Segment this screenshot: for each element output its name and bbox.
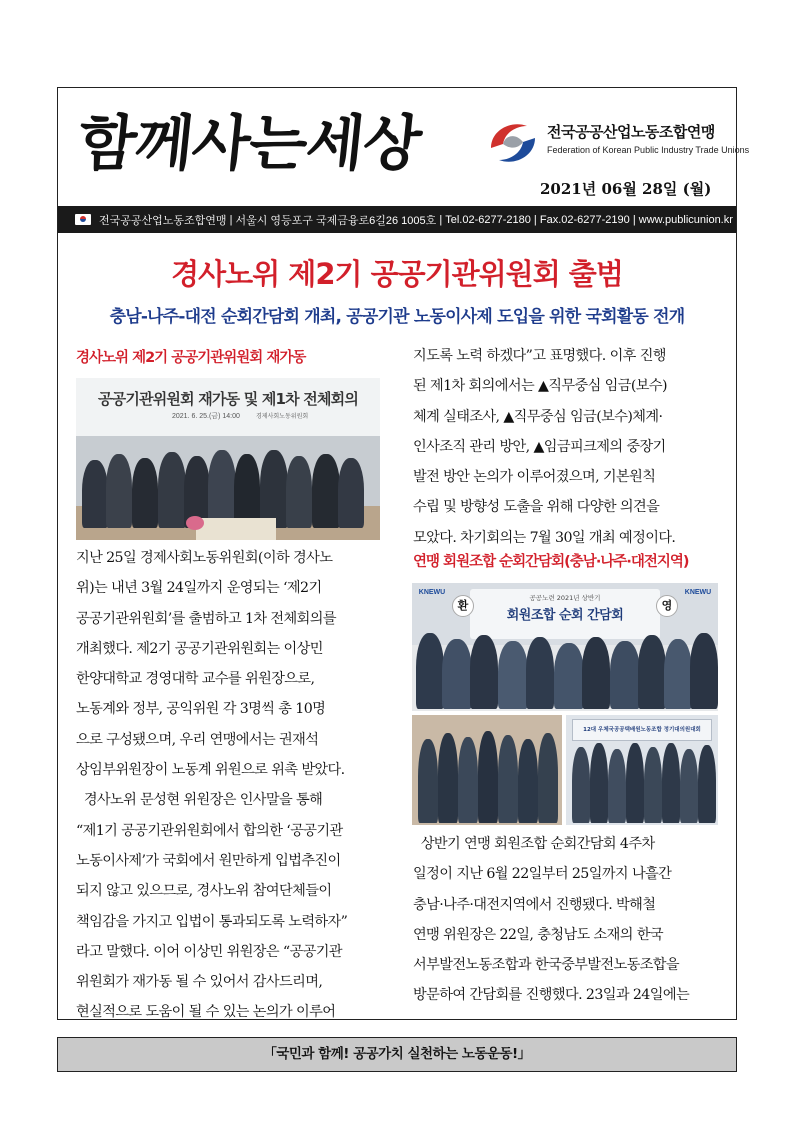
photo2-banner: 12대 우체국공공택배원노동조합 정기대의원대회 xyxy=(583,727,701,733)
section-title-committee: 경사노위 제2기 공공기관위원회 재가동 xyxy=(76,350,306,366)
article-committee-body: 지난 25일 경제사회노동위원회(이하 경사노 위)는 내년 3월 24일까지 운영되는 ‘제2기 공공기관위원회’를 출범하고 1차 전체회의를 개최했다. 제2기 공공기관위원회는 이상민 한양대학교 경영대학 교수를 위원장으로, 노동계와 정부, 공익위원 각 3명씩 총 10명 으로 구성됐으며, 우리 연맹에서는 권재석 상임부위원장이 노동계 위원으로 위촉 받았다. 경사노위 문성현 위원장은 인사말을 통해 “제1기 공공기관위원회에서 합의한 ‘공공기관 노동이사제’가 국회에서 원만하게 입법추진이 되지 않고 있으므로, 경사노위 참여단체들이 책임감을 가지고 입법이 통과되도록 노력하자” 라고 말했다. 이어 이상민 위원장은 “공공기관 위원회가 재가동 될 수 있어서 감사드리며, 현실적으로 도움이 될 수 있는 논의가 이루어 xyxy=(76,550,348,1021)
tour-meeting-photo xyxy=(412,583,718,825)
photo-banner-text: 공공기관위원회 재가동 및 제1차 전체회의 xyxy=(97,390,359,408)
photo-welcome-left: 환 xyxy=(452,595,474,617)
federation-logo-icon xyxy=(485,118,541,168)
sub-headline: 충남-나주-대전 순회간담회 개최, 공공기관 노동이사제 도입을 위한 국회활동 전개 xyxy=(109,307,685,327)
contact-fax: Fax.02-6277-2190 xyxy=(539,213,630,226)
committee-meeting-photo xyxy=(76,378,380,540)
newsletter-title: 함께사는세상 xyxy=(74,109,424,179)
masthead xyxy=(57,88,750,206)
article-tour-body: 상반기 연맹 회원조합 순회간담회 4주차 일정이 지난 6월 22일부터 25일까지 나흘간 충남·나주·대전지역에서 진행됐다. 박해철 연맹 위원장은 22일, 충청남도 소재의 한국 서부발전노동조합과 한국중부발전노동조합을 방문하여 간담회를 진행했다. 23일과 24일에는 xyxy=(413,836,690,1004)
photo-banner-main: 회원조합 순회 간담회 xyxy=(506,608,624,623)
contact-bar: 전국공공산업노동조합연맹 | 서울시 영등포구 국제금융로6길26 1005호 | Tel.02-6277-2180 | Fax.02-6277-2190 | www.publicunion.kr xyxy=(58,206,736,233)
photo-wall-text-right: KNEWU xyxy=(684,589,712,596)
org-name: 전국공공산업노동조합연맹 xyxy=(547,123,715,141)
footer-slogan: 「국민과 함께! 공공가치 실천하는 노동운동!」 xyxy=(57,1037,737,1072)
photo-banner-date: 2021. 6. 25.(금) 14:00 xyxy=(172,413,240,420)
contact-tel: Tel.02-6277-2180 xyxy=(445,213,531,226)
article-committee-continued: 지도록 노력 하겠다”고 표명했다. 이후 진행 된 제1차 회의에서는 ▲직무중심 임금(보수) 체계 실태조사, ▲직무중심 임금(보수)체계· 인사조직 관리 방안, ▲임금피크제의 중장기 발전 방안 논의가 이루어졌으며, 기본원칙 수립 및 방향성 도출을 위해 다양한 의견을 모았다. 차기회의는 7월 30일 개최 예정이다. xyxy=(413,348,676,546)
photo-wall-text-left: KNEWU xyxy=(418,589,446,596)
photo-banner-small: 공공노련 2021년 상반기 xyxy=(529,594,601,602)
contact-website[interactable]: www.publicunion.kr xyxy=(638,213,733,226)
section-title-tour: 연맹 회원조합 순회간담회(충남·나주·대전지역) xyxy=(413,554,689,570)
main-headline: 경사노위 제2기 공공기관위원회 출범 xyxy=(171,257,623,291)
org-name-english: Federation of Korean Public Industry Trade Unions xyxy=(547,145,750,155)
photo-welcome-right: 영 xyxy=(656,595,678,617)
korean-flag-icon xyxy=(75,214,91,225)
issue-date: 2021년 06월 28일 (월) xyxy=(540,180,712,198)
contact-org: 전국공공산업노동조합연맹 xyxy=(99,214,227,227)
photo-banner-org: 경제사회노동위원회 xyxy=(256,413,309,420)
contact-address: 서울시 영등포구 국제금융로6길26 1005호 xyxy=(235,214,437,227)
